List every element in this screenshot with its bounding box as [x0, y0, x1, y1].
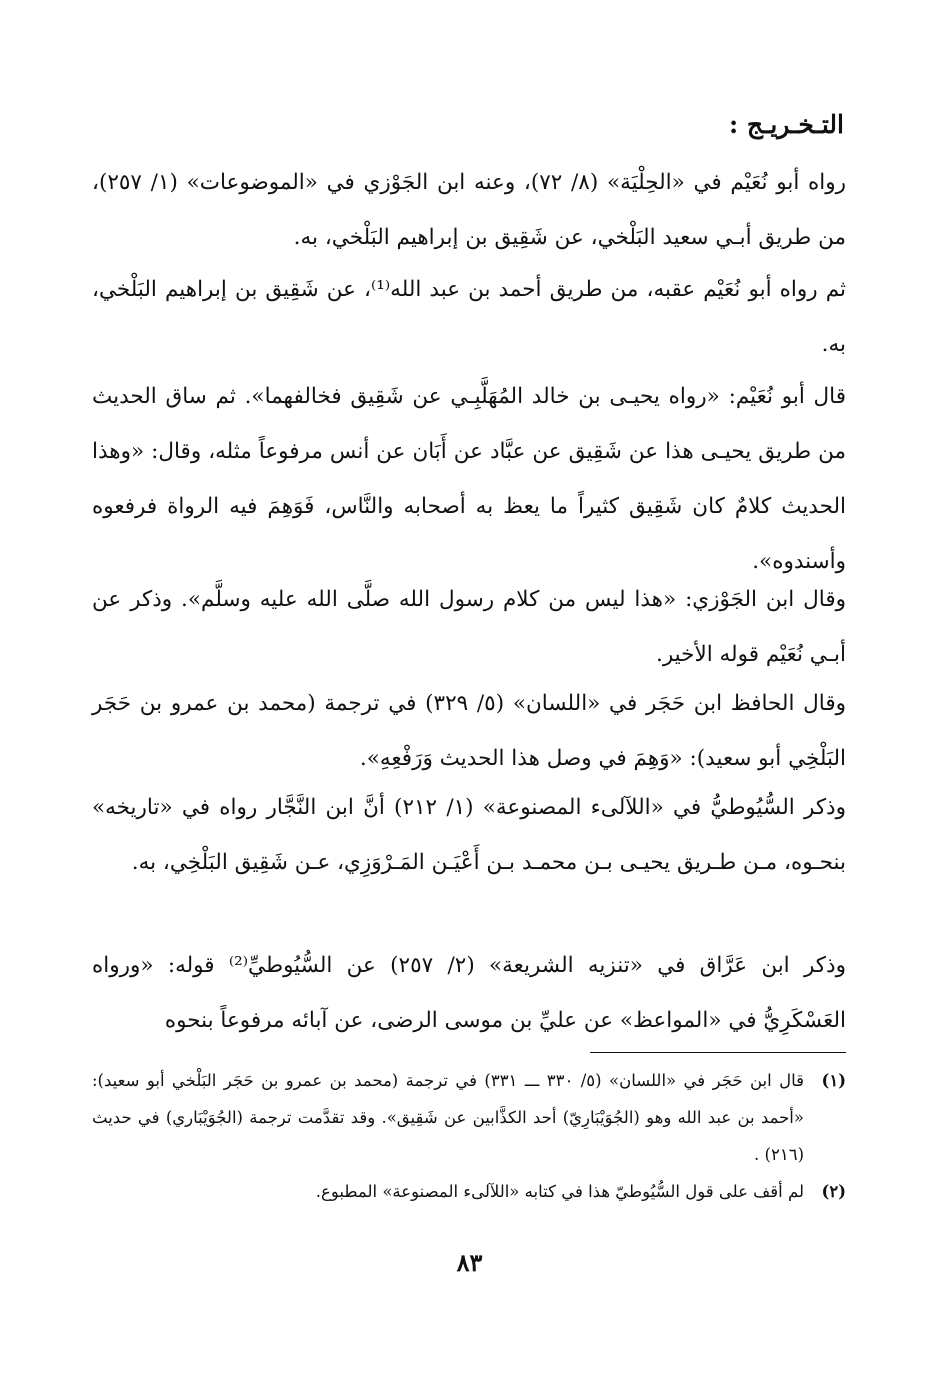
footnote-number: (٢) [821, 1182, 846, 1201]
footnote-divider [590, 1052, 846, 1053]
paragraph-1: رواه أبو نُعَيْم في «الحِلْيَة» (٨/ ٧٢)، وعنه ابن الجَوْزي في «الموضوعات» (١/ ٢٥٧)، من طريق أبـي سعيد البَلْخي، عن شَقِيق بن إبراهيم البَلْخي، به. [92, 170, 847, 250]
footnote-text: لم أقف على قول السُّيُوطيّ هذا في كتابه «اللآلىء المصنوعة» المطبوع. [315, 1182, 804, 1201]
paragraph-5: وقال الحافظ ابن حَجَر في «اللسان» (٥/ ٣٢٩) في ترجمة (محمد بن عمرو بن حَجَر البَلْخِي أبو سعيد): «وَهِمَ في وصل هذا الحديث وَرَفْعِهِ». [92, 691, 846, 771]
paragraph-6: وذكر السُّيُوطيُّ في «اللآلىء المصنوعة» (١/ ٢١٢) أنَّ ابن النَّجَّار رواه في «تاريخه» بنحـوه، مـن طـريق يحيـى بـن محمـد بـن أَعْيَـن المَـرْوَزِي، عـن شَقِيق البَلْخِي، به. [92, 795, 847, 875]
footnote-number: (١) [821, 1071, 846, 1090]
footnote-2 [92, 1173, 846, 1210]
paragraph-7: وذكر ابن عَرَّاق في «تنزيه الشريعة» (٢/ ٢٥٧) عن السُّيُوطيِّ⁽²⁾ قوله: «ورواه العَسْكَرِيُّ في «المواعظ» عن عليِّ بن موسى الرضى، عن آبائه مرفوعاً بنحوه [92, 953, 847, 1033]
paragraph-2: ثم رواه أبو نُعَيْم عقبه، من طريق أحمد بن عبد الله⁽¹⁾، عن شَقِيق بن إبراهيم البَلْخي، به. [92, 277, 846, 357]
section-heading: التـخـريـج : [728, 110, 844, 139]
paragraph-3: قال أبو نُعَيْم: «رواه يحيـى بن خالد المُهَلَّبِـي عن شَقِيق فخالفهما». ثم ساق الحديث من طريق يحيـى هذا عن شَقِيق عن عبَّاد عن أَبَان عن أنس مرفوعاً مثله، وقال: «وهذا الحديث كلامٌ كان شَقِيق كثيراً ما يعظ به أصحابه والنَّاس، فَوَهِمَ فيه الرواة فرفعوه وأسندوه». [92, 384, 846, 574]
footnote-text: قال ابن حَجَر في «اللسان» (٥/ ٣٣٠ ـــ ٣٣١) في ترجمة (محمد بن عمرو بن حَجَر البَلْخي أبو سعيد): «أحمد بن عبد الله وهو (الجُوَيْبَارِيّ) أحد الكذَّابين عن شَقِيق». وقد تقدَّمت ترجمة (الجُوَيْبَاري) في حديث (٢١٦) . [92, 1071, 804, 1164]
footnote-1 [92, 1062, 846, 1173]
paragraph-4: وقال ابن الجَوْزي: «هذا ليس من كلام رسول الله صلَّى الله عليه وسلَّم». وذكر عن أبـي نُعَيْم قوله الأخير. [92, 587, 846, 667]
footnotes [92, 1062, 846, 1210]
page-number: ٨٣ [456, 1248, 483, 1277]
